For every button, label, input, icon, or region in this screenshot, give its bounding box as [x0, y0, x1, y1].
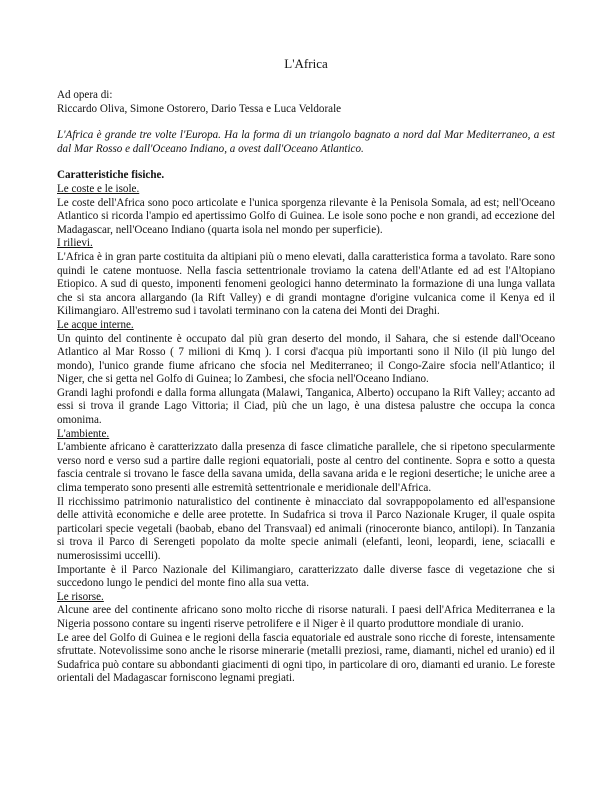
byline-authors: Riccardo Oliva, Simone Ostorero, Dario Tessa e Luca Veldorale — [57, 102, 342, 115]
byline-label: Ad opera di: — [57, 89, 113, 101]
paragraph: Un quinto del continente è occupato dal più gran deserto del mondo, il Sahara, che si estende dall'Oceano Atlantico al Mar Rosso ( 7 milioni di Kmq ). I corsi d'acqua più importanti sono il Nilo (il più lungo del mondo), l'unico grande fiume africano che sfocia nel Mediterraneo; il Congo-Zaire sfocia nell'Atlantico; il Niger, che si getta nel Golfo di Guinea; lo Zambesi, che sfocia nell'Oceano Indiano. — [57, 332, 555, 386]
paragraph: Le coste dell'Africa sono poco articolate e l'unica sporgenza rilevante è la Penisola Somala, ad est; nell'Oceano Atlantico si ricorda l'ampio ed apertissimo Golfo di Guinea. Le isole sono poche e non grandi, ad eccezione del Madagascar, nell'Oceano Indiano (quarta isola nel mondo per superficie). — [57, 196, 555, 236]
section-environment — [57, 428, 555, 591]
section-resources — [57, 591, 555, 686]
section-coasts — [57, 183, 555, 237]
paragraph: L'Africa è in gran parte costituita da altipiani più o meno elevati, dalla caratteristica forma a tavolato. Rare sono quindi le catene montuose. Nella fascia settentrionale troviamo la catena dell'Atlante ed ad est l'Altopiano Etiopico. A sud di questo, imponenti fenomeni geologici hanno determinato la formazione di una lunga vallata che si sta ancora allargando (la Rift Valley) e di grandi montagne d'origine vulcanica come il Kenya ed il Kilimangiaro. All'estremo sud i tavolati terminano con la catena dei Monti dei Draghi. — [57, 250, 555, 318]
intro-paragraph: L'Africa è grande tre volte l'Europa. Ha la forma di un triangolo bagnato a nord dal Mar Mediterraneo, a est dal Mar Rosso e dall'Oceano Indiano, a ovest dall'Oceano Atlantico. — [57, 129, 555, 155]
subheading-resources: Le risorse. — [57, 590, 104, 603]
section-heading: Caratteristiche fisiche. — [57, 169, 165, 182]
paragraph: Grandi laghi profondi e dalla forma allungata (Malawi, Tanganica, Alberto) occupano la Rift Valley; accanto ad essi si trova il grande Lago Vittoria; il Ciad, più che un lago, è una distesa palustre che occupa la conca omonima. — [57, 386, 555, 427]
subheading-coasts: Le coste e le isole. — [57, 182, 140, 195]
paragraph: Le aree del Golfo di Guinea e le regioni della fascia equatoriale ed australe sono ricche di foreste, intensamente sfruttate. Notevolissime sono anche le risorse minerarie (metalli preziosi, rame, diamanti, nichel ed uranio) ed il Sudafrica può contare su abbondanti giacimenti di ogni tipo, in particolare di oro, diamanti ed uranio. Le foreste orientali del Madagascar forniscono legnami pregiati. — [57, 631, 555, 685]
paragraph: Alcune aree del continente africano sono molto ricche di risorse naturali. I paesi dell'Africa Mediterranea e la Nigeria possono contare su ingenti riserve petrolifere e il Niger è il quarto produttore mondiale di uranio. — [57, 604, 555, 630]
subheading-reliefs: I rilievi. — [57, 237, 93, 250]
paragraph: Importante è il Parco Nazionale del Kilimangiaro, caratterizzato dalle diverse fasce di vegetazione che si succedono lungo le pendici del monte fino alla sua vetta. — [57, 563, 555, 590]
document-page — [57, 56, 555, 686]
section-inland-waters — [57, 319, 555, 428]
paragraph: Il ricchissimo patrimonio naturalistico del continente è minacciato dal sovrappopolamento ed all'espansione delle attività economiche e delle aree protette. In Sudafrica si trova il Parco Nazionale Kruger, il quale ospita particolari specie vegetali (baobab, ebano del Transvaal) ed animali (rinoceronte bianco, antilopi). In Tanzania si trova il Parco di Serengeti popolato da molte specie animali (elefanti, leoni, leopardi, iene, sciacalli e numerosissimi uccelli). — [57, 495, 555, 562]
subheading-inland-waters: Le acque interne. — [57, 318, 134, 331]
page-title: L'Africa — [284, 56, 328, 71]
byline — [57, 89, 555, 116]
paragraph: L'ambiente africano è caratterizzato dalla presenza di fasce climatiche parallele, che si ripetono specularmente verso nord e verso sud a partire dalle regioni equatoriali, poste al centro del continente. Sopra e sotto a questa fascia centrale si trovano le fasce della savana umida, della savana arida e le regioni desertiche; le uniche aree a clima temperato sono presenti alle estremità settentrionale e meridionale dell'Africa. — [57, 441, 555, 495]
section-reliefs — [57, 237, 555, 319]
subheading-environment: L'ambiente. — [57, 427, 110, 440]
